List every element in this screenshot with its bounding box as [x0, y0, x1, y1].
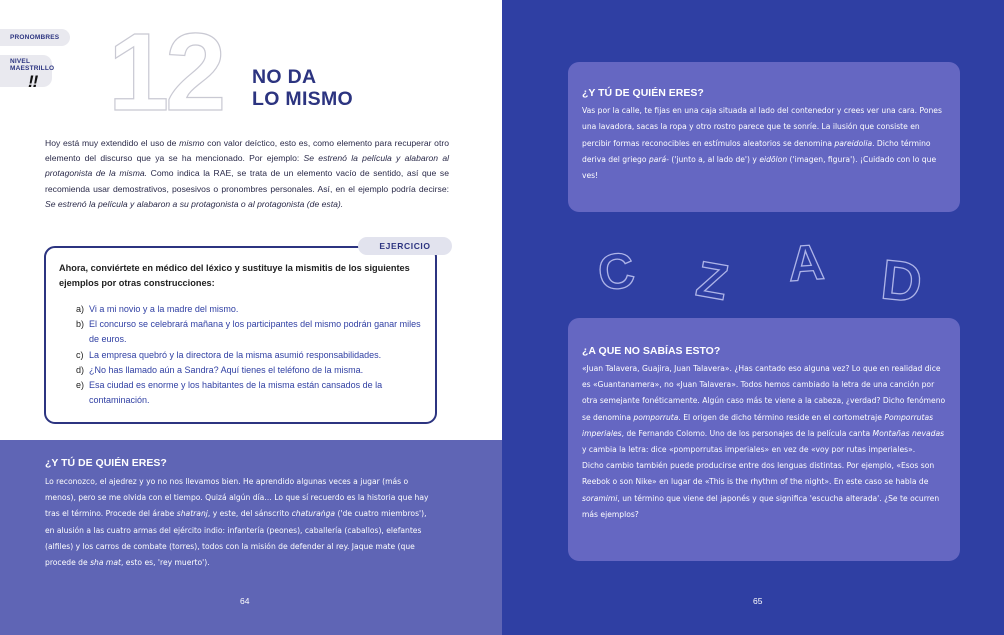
letter-d: D [878, 247, 926, 315]
card1-title: ¿Y TÚ DE QUIÉN ERES? [582, 87, 704, 99]
soramimi-text-segment: Dicho cambio también puede producirse entre dos lenguas distintas. Por ejemplo, «Esos son Reebok o son Nike» en lugar de «This is the rhythm of the night». En este caso se habla de [582, 461, 935, 487]
item-letter: a) [76, 304, 85, 314]
pareidolia-text-segment: pareidolia [834, 138, 873, 148]
pareidolia-text-segment: Vas por la calle, te fijas en una caja situada al lado del contenedor y crees ver una cara. Pones una lavadora, sacas la ropa y otro rostro parece que te sonríe. La ilusión que consiste en percibir formas reconocibles en estímulos aleatorios se denomina [582, 106, 942, 148]
pareidolia-text-segment: ('imagen, figura'). ¡Cuidado con lo que ves! [582, 154, 937, 181]
page-title [252, 66, 353, 110]
intro-paragraph [45, 136, 449, 212]
intro-text-segment: mismo [179, 138, 205, 148]
item-text: Esa ciudad es enorme y los habitantes de la misma están cansados de la contaminación. [89, 380, 383, 406]
pomporruta-text-segment: , de Fernando Colomo. Uno de los personajes de la película canta [621, 428, 873, 438]
chess-text-segment: ('de cuatro miembros'), en alusión a las cuatro armas del ejército indio: infantería (peones), caballería (caballos), elefantes (alfiles) y los carros de combate (torres), todos con la misión de defender al rey. Jaque mate (que procede de [45, 509, 427, 568]
exercise-item [76, 317, 426, 347]
chapter-number [108, 22, 258, 118]
section-tag: PRONOMBRES [0, 29, 70, 46]
item-text: La empresa quebró y la directora de la misma asumió responsabilidades. [89, 349, 382, 360]
exercise-instruction: Ahora, conviértete en médico del léxico y sustituye la mismitis de los siguientes ejemplos por otras construcciones: [59, 263, 410, 288]
card2-paragraph-2 [582, 458, 950, 523]
chess-text-segment: Lo reconozco, el ajedrez y yo no nos llevamos bien. He aprendido algunas veces a jugar (más o menos), pero se me olvida con el tiempo. Quizá algún día… Lo que sí recuerdo es la historia que hay tras el término. Procede del árabe [45, 477, 429, 519]
pareidolia-text-segment: . Dicho término deriva del griego [582, 138, 931, 164]
soramimi-text-segment: soramimi [582, 493, 618, 503]
letter-c: C [594, 241, 639, 302]
outlined-letters [590, 230, 950, 330]
pareidolia-text-segment: eidōlon [759, 154, 788, 164]
chapter-number-text: 12 [108, 22, 223, 118]
exercise-item [76, 363, 426, 378]
intro-text-segment: Hoy está muy extendido el uso de [45, 138, 180, 148]
item-letter: c) [76, 349, 84, 360]
left-bottom-text [45, 474, 437, 571]
chess-text-segment: , y este, del sánscrito [207, 509, 292, 519]
item-text: ¿No has llamado aún a Sandra? Aquí tienes el teléfono de la misma. [89, 364, 364, 375]
title-line-1: NO DA [252, 66, 317, 88]
intro-text-segment: con valor deíctico, esto es, como elemento para recuperar otro elemento del discurso que ya se ha mencionado. Por ejemplo: [45, 138, 449, 164]
pomporruta-text-segment: y cambia la letra: dice «pomporrutas imperiales» en vez de «voy por rutas imperiales». [582, 445, 916, 455]
item-text: El concurso se celebrará mañana y los participantes del mismo podrán ganar miles de euros. [89, 319, 421, 345]
level-icon: !! [28, 72, 38, 91]
chess-text-segment: , esto es, 'rey muerto'). [120, 558, 210, 568]
exercise-label: EJERCICIO [358, 237, 452, 255]
exercise-list [76, 302, 426, 408]
letter-a: A [786, 233, 827, 293]
pareidolia-text-segment: pará- [648, 154, 669, 164]
pomporruta-text-segment: «Juan Talavera, Guajira, Juan Talavera». ¿Has cantado eso alguna vez? Lo que en realidad dice es «Guantanamera», no «Juan Talavera». Todos hemos cambiado la letra de una canción por otra semejante fonéticamente. Algún caso más te viene a la cabeza, ¿verdad? Dicho fenómeno se denomina [582, 364, 946, 422]
intro-text-segment: Como indica la RAE, se trata de un elemento vacío de sentido, así que se recomienda usar demostrativos, posesivos o pronombres personales. Así, en el ejemplo podría decirse: [45, 168, 449, 194]
chess-text-segment: shatranj [176, 509, 208, 519]
item-letter: b) [76, 319, 85, 330]
card2-text [582, 361, 950, 523]
exercise-item [76, 302, 426, 317]
pomporruta-text-segment: Pomporrutas imperiales [582, 412, 934, 438]
level-tag [0, 55, 55, 91]
pomporruta-text-segment: Montañas nevadas [872, 428, 945, 438]
page-number-right: 65 [753, 596, 763, 606]
letter-z: Z [692, 250, 733, 311]
card1-text [582, 103, 950, 184]
soramimi-text-segment: , un término que viene del japonés y que significa 'escucha alterada'. ¿Se te ocurren más ejemplos? [582, 493, 940, 519]
item-text: Vi a mi novio y a la madre del mismo. [89, 304, 239, 314]
exercise-item [76, 348, 426, 363]
item-letter: e) [76, 380, 85, 391]
title-line-2: LO MISMO [252, 88, 353, 110]
exercise-item [76, 378, 426, 408]
pareidolia-text-segment: ('junto a, al lado de') y [668, 154, 760, 164]
left-bottom-title: ¿Y TÚ DE QUIÉN ERES? [45, 457, 167, 469]
chess-text-segment: chaturaṅga [291, 509, 336, 519]
intro-text-segment: Se estrenó la película y alabaron a su protagonista o al protagonista (de esta). [45, 198, 344, 209]
item-letter: d) [76, 364, 85, 375]
pomporruta-text-segment: . El origen de dicho término reside en el cortometraje [678, 412, 885, 422]
intro-text-segment: Se estrenó la película y alabaron al protagonista de la misma. [45, 153, 450, 179]
page-number-left: 64 [240, 596, 250, 606]
level-tag-label: NIVEL MAESTRILLO [10, 58, 55, 72]
card2-paragraph-1 [582, 361, 950, 458]
pomporruta-text-segment: pomporruta [633, 412, 679, 422]
chess-text-segment: sha mat [90, 558, 121, 568]
card2-title: ¿A QUE NO SABÍAS ESTO? [582, 345, 721, 357]
